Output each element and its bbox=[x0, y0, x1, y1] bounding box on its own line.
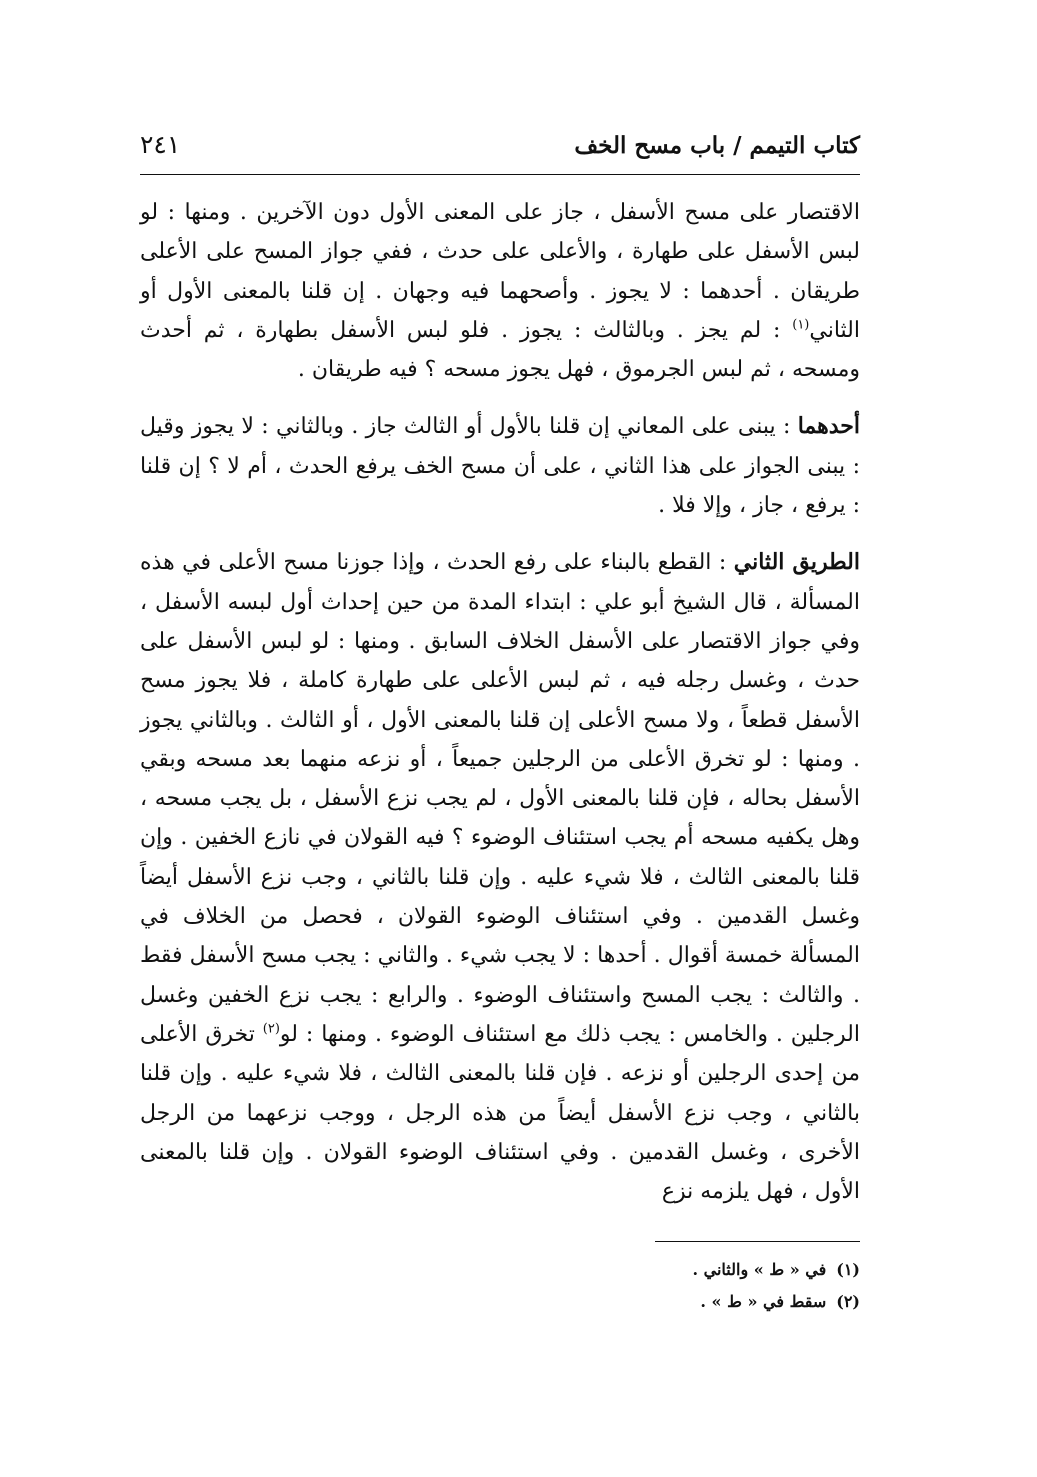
footnote-ref-1[interactable]: (١) bbox=[792, 317, 810, 333]
footnote-number: (٢) bbox=[836, 1292, 860, 1312]
header-rule bbox=[140, 174, 860, 175]
page-header bbox=[140, 130, 860, 174]
paragraph-text: : القطع بالبناء على رفع الحدث ، وإذا جوزنا مسح الأعلى في هذه المسألة ، قال الشيخ أبو علي : ابتداء المدة من حين إحداث أول لبسه الأسفل ، وفي جواز الاقتصار على الأسفل الخلاف السابق . ومنها : لو لبس الأسفل على حدث ، وغسل رجله فيه ، ثم لبس الأعلى على طهارة كاملة ، فلا يجوز مسح الأسفل قطعاً ، ولا مسح الأعلى إن قلنا بالمعنى الأول ، أو الثالث . وبالثاني يجوز . ومنها : لو تخرق الأعلى من الرجلين جميعاً ، أو نزعه منهما بعد مسحه وبقي الأسفل بحاله ، فإن قلنا بالمعنى الأول ، لم يجب نزع الأسفل ، بل يجب مسحه ، وهل يكفيه مسحه أم يجب استئناف الوضوء ؟ فيه القولان في نازع الخفين . وإن قلنا بالمعنى الثالث ، فلا شيء عليه . وإن قلنا بالثاني ، وجب نزع الأسفل أيضاً وغسل القدمين . وفي استئناف الوضوء القولان ، فحصل من الخلاف في المسألة خمسة أقوال . أحدها : لا يجب شيء . والثاني : يجب مسح الأسفل فقط . والثالث : يجب المسح واستئناف الوضوء . والرابع : يجب نزع الخفين وغسل الرجلين . والخامس : يجب ذلك مع استئناف الوضوء . ومنها : لو bbox=[140, 550, 860, 1047]
paragraph-lead: أحدهما bbox=[797, 413, 860, 440]
page-number: ٢٤١ bbox=[140, 130, 181, 159]
paragraph-3 bbox=[140, 543, 860, 1211]
book-page bbox=[140, 130, 860, 1318]
paragraph-text-cont: : لم يجز . وبالثالث : يجوز . فلو لبس الأسفل بطهارة ، ثم أحدث ومسحه ، ثم لبس الجرموق ، فهل يجوز مسحه ؟ فيه طريقان . bbox=[140, 317, 860, 383]
running-title: كتاب التيمم / باب مسح الخف bbox=[574, 132, 860, 159]
paragraph-text: : يبنى على المعاني إن قلنا بالأول أو الثالث جاز . وبالثاني : لا يجوز وقيل : يبنى الجواز على هذا الثاني ، على أن مسح الخف يرفع الحدث ، أم لا ؟ إن قلنا : يرفع ، جاز ، وإلا فلا . bbox=[140, 414, 860, 519]
paragraph-2 bbox=[140, 407, 860, 525]
paragraph-text: الاقتصار على مسح الأسفل ، جاز على المعنى الأول دون الآخرين . ومنها : لو لبس الأسفل على طهارة ، والأعلى على حدث ، ففي جواز المسح على الأعلى طريقان . أحدهما : لا يجوز . وأصحهما فيه وجهان . إن قلنا بالمعنى الأول أو الثاني bbox=[140, 200, 860, 343]
footnote-2 bbox=[140, 1286, 860, 1318]
footnote-rule bbox=[655, 1241, 860, 1242]
paragraph-1 bbox=[140, 193, 860, 389]
footnote-ref-2[interactable]: (٢) bbox=[262, 1021, 280, 1037]
paragraph-text-cont: تخرق الأعلى من إحدى الرجلين أو نزعه . فإن قلنا بالمعنى الثالث ، فلا شيء عليه . وإن قلنا بالثاني ، وجب نزع الأسفل أيضاً من هذه الرجل ، ووجب نزعهما من الرجل الأخرى ، وغسل القدمين . وفي استئناف الوضوء القولان . وإن قلنا بالمعنى الأول ، فهل يلزمه نزع bbox=[140, 1021, 860, 1205]
footnote-number: (١) bbox=[836, 1260, 860, 1280]
footnote-text: في « ط » والثاني . bbox=[692, 1260, 827, 1280]
footnote-1 bbox=[140, 1254, 860, 1286]
footnote-text: سقط في « ط » . bbox=[700, 1292, 827, 1312]
paragraph-lead: الطريق الثاني bbox=[733, 549, 860, 576]
